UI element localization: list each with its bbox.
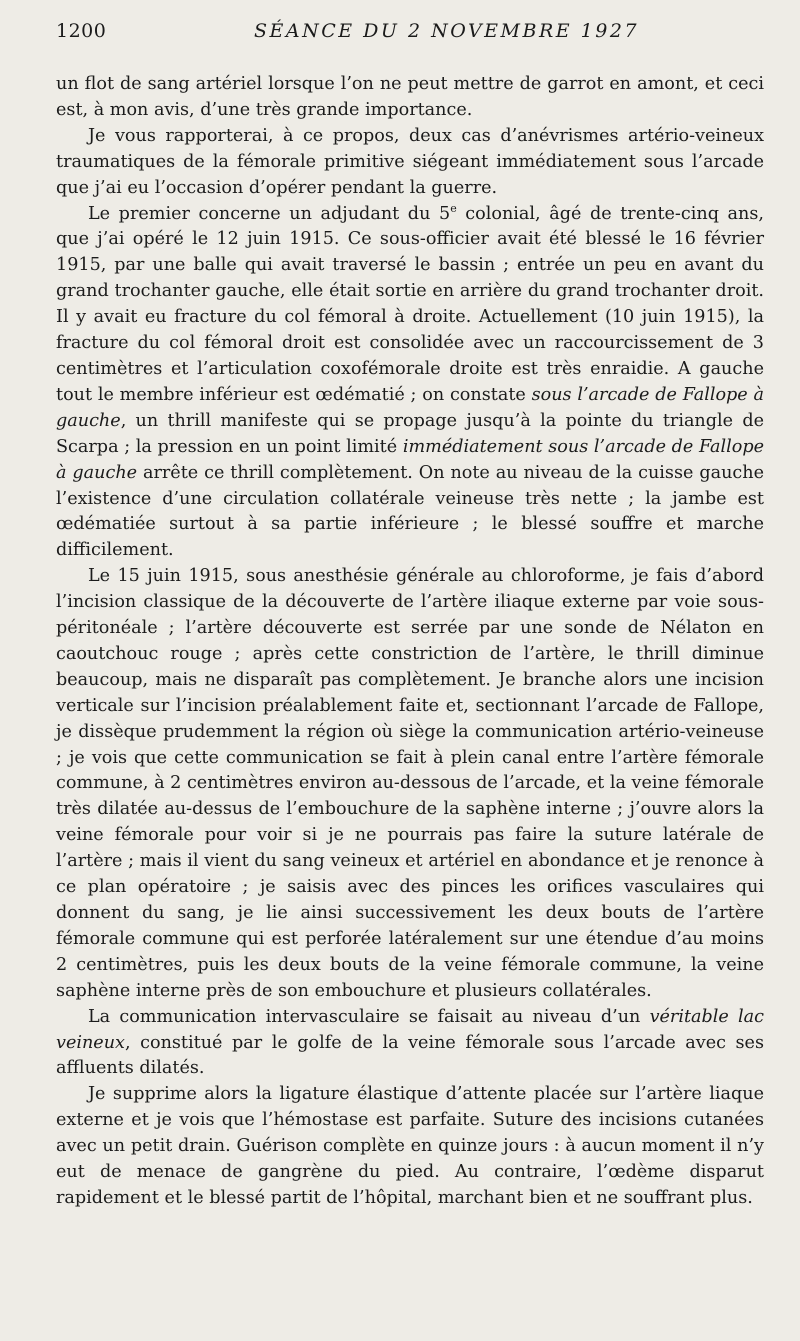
text-run: un flot de sang artériel lorsque l’on ne peut mettre de garrot en amont, et ceci est, à mon avis, d’une très grande importance. [56, 74, 764, 120]
paragraph [56, 564, 764, 1004]
paragraph [56, 72, 764, 124]
text-run: Le premier concerne un adjudant du 5 [88, 203, 451, 224]
paragraph [56, 1005, 764, 1083]
italic-run: véritable lac veineux [56, 1006, 764, 1053]
page-header [56, 16, 764, 46]
paragraph [56, 202, 764, 565]
text-run: Le 15 juin 1915, sous anesthésie générale au chloroforme, je fais d’abord l’incision classique de la découverte de l’artère iliaque externe par voie sous-péritonéale ; l’artère découverte est serrée par une sonde de Nélaton en caoutchouc rouge ; après cette constriction de l’artère, le thrill diminue beaucoup, mais ne disparaît pas complètement. Je branche alors une incision verticale sur l’incision préalablement faite et, sectionnant l’arcade de Fallope, je dissèque prudemment la région où siège la communication artério-veineuse ; je vois que cette communication se fait à plein canal entre l’artère fémorale commune, à 2 centimètres environ au-dessous de l’arcade, et la veine fémorale très dilatée au-dessus de l’embouchure de la saphène interne ; j’ouvre alors la veine fémorale pour voir si je ne pourrais pas faire la suture latérale de l’artère ; mais il vient du sang veineux et artériel en abondance et je renonce à ce plan opératoire ; je saisis avec des pinces les orifices vasculaires qui donnent du sang, je lie ainsi successivement les deux bouts de l’artère fémorale commune qui est perforée latéralement sur une étendue d’au moins 2 centimètres, puis les deux bouts de la veine fémorale commune, la veine saphène interne près de son embouchure et plusieurs collatérales. [56, 566, 764, 1001]
italic-run: sous l’arcade de Fallope à gauche [56, 384, 764, 431]
text-run: arrête ce thrill complètement. On note au niveau de la cuisse gauche l’existence d’une circulation collatérale veineuse très nette ; la jambe est œdématiée surtout à sa partie inférieure ; le blessé souffre et marche difficilement. [56, 462, 764, 561]
book-page [56, 16, 764, 1212]
body-text [56, 72, 764, 1212]
paragraph [56, 1082, 764, 1212]
text-run: Je vous rapporterai, à ce propos, deux cas d’anévrismes artério-veineux traumatiques de la fémorale primitive siégeant immédiatement sous l’arcade que j’ai eu l’occasion d’opérer pendant la guerre. [56, 125, 764, 198]
text-run: colonial, âgé de trente-cinq ans, que j’ai opéré le 12 juin 1915. Ce sous-officier avait été blessé le 16 février 1915, par une balle qui avait traversé le bassin ; entrée un peu en avant du grand trochanter gauche, elle était sortie en arrière du grand trochanter droit. Il y avait eu fracture du col fémoral à droite. Actuellement (10 juin 1915), la fracture du col fémoral droit est consolidée avec un raccourcissement de 3 centimètres et l’articulation coxofémorale droite est très enraidie. A gauche tout le membre inférieur est œdématié ; on constate [56, 203, 764, 405]
page-number: 1200 [56, 20, 107, 42]
text-run: La communication intervasculaire se faisait au niveau d’un [88, 1006, 650, 1027]
italic-run: immédiatement sous l’arcade de Fallope à gauche [56, 436, 764, 483]
running-head: SÉANCE DU 2 NOVEMBRE 1927 [254, 20, 640, 42]
text-run: , constitué par le golfe de la veine fémorale sous l’arcade avec ses affluents dilatés. [56, 1032, 764, 1079]
paragraph [56, 124, 764, 202]
superscript: e [450, 201, 457, 215]
text-run: Je supprime alors la ligature élastique d’attente placée sur l’artère liaque externe et je vois que l’hémostase est parfaite. Suture des incisions cutanées avec un petit drain. Guérison complète en quinze jours : à aucun moment il n’y eut de menace de gangrène du pied. Au contraire, l’œdème disparut rapidement et le blessé partit de l’hôpital, marchant bien et ne souffrant plus. [56, 1084, 764, 1208]
text-run: , un thrill manifeste qui se propage jusqu’à la pointe du triangle de Scarpa ; la pression en un point limité [56, 410, 764, 457]
